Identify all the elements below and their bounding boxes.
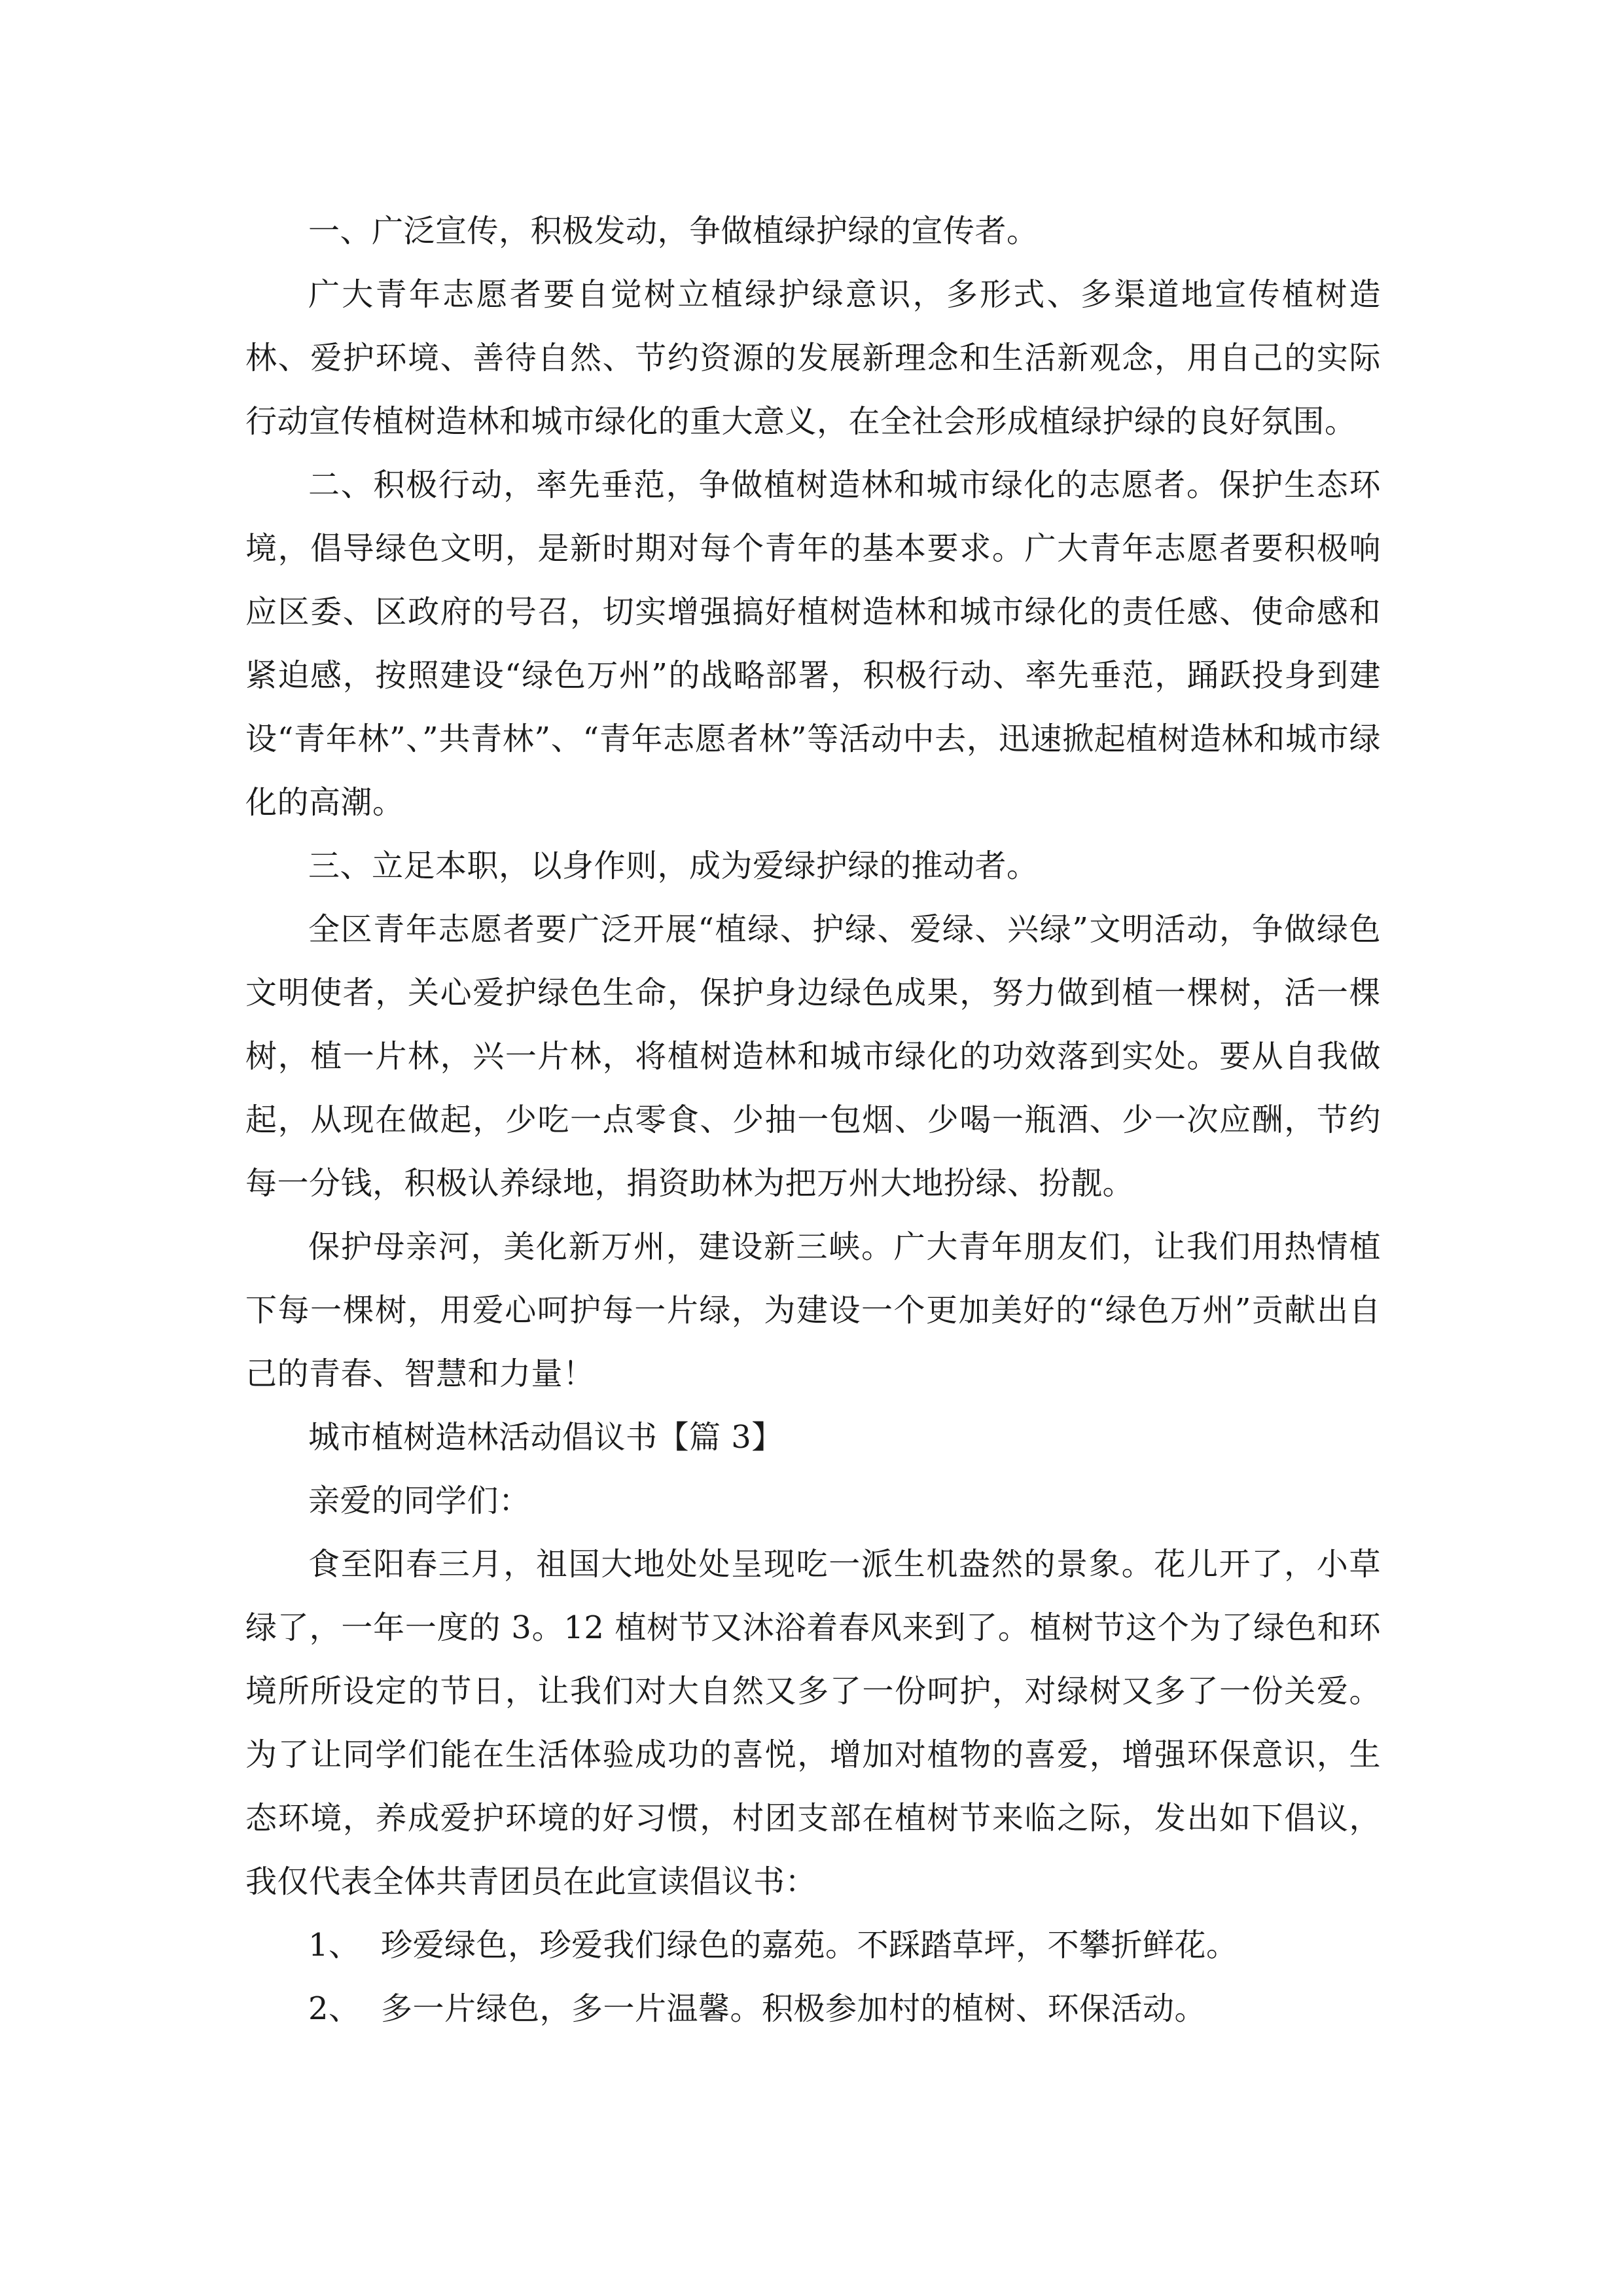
body-paragraph: 食至阳春三月，祖国大地处处呈现吃一派生机盎然的景象。花儿开了，小草绿了，一年一度的 3。12 植树节又沐浴着春风来到了。植树节这个为了绿色和环境所所设定的节日，让我们对大自然又多了一份呵护，对绿树又多了一份关爱。为了让同学们能在生活体验成功的喜悦，增加对植物的喜爱，增强环保意识，生态环境，养成爱护环境的好习惯，村团支部在植树节来临之际，发出如下倡议，我仅代表全体共青团员在此宣读倡议书： xyxy=(245,1546,1381,1900)
salutation: 亲爱的同学们： xyxy=(308,1482,531,1519)
section-heading-2: 二、积极行动，率先垂范，争做植树造林和城市绿化的志愿者。保护生态环境，倡导绿色文明，是新时期对每个青年的基本要求。广大青年志愿者要积极响应区委、区政府的号召，切实增强搞好植树造林和城市绿化的责任感、使命感和紧迫感，按照建设“绿色万州”的战略部署，积极行动、率先垂范，踊跃投身到建设“青年林”、”共青林”、“青年志愿者林”等活动中去，迅速掀起植树造林和城市绿化的高潮。 xyxy=(245,467,1381,821)
list-item: 2、 多一片绿色，多一片温馨。积极参加村的植树、环保活动。 xyxy=(308,1990,1207,2027)
article-title: 城市植树造林活动倡议书【篇 3】 xyxy=(308,1419,783,1456)
section-heading-3: 三、立足本职，以身作则，成为爱绿护绿的推动者。 xyxy=(308,848,1039,884)
list-item: 1、 珍爱绿色，珍爱我们绿色的嘉苑。不踩踏草坪，不攀折鲜花。 xyxy=(308,1927,1238,1964)
document-body xyxy=(245,200,1381,2041)
body-paragraph: 广大青年志愿者要自觉树立植绿护绿意识，多形式、多渠道地宣传植树造林、爱护环境、善待自然、节约资源的发展新理念和生活新观念，用自己的实际行动宣传植树造林和城市绿化的重大意义，在全社会形成植绿护绿的良好氛围。 xyxy=(245,276,1381,440)
body-paragraph: 全区青年志愿者要广泛开展“植绿、护绿、爱绿、兴绿”文明活动，争做绿色文明使者，关心爱护绿色生命，保护身边绿色成果，努力做到植一棵树，活一棵树，植一片林，兴一片林，将植树造林和城市绿化的功效落到实处。要从自我做起，从现在做起，少吃一点零食、少抽一包烟、少喝一瓶酒、少一次应酬，节约每一分钱，积极认养绿地，捐资助林为把万州大地扮绿、扮靓。 xyxy=(245,911,1381,1202)
section-heading-1: 一、广泛宣传，积极发动，争做植绿护绿的宣传者。 xyxy=(308,213,1039,249)
body-paragraph: 保护母亲河，美化新万州，建设新三峡。广大青年朋友们，让我们用热情植下每一棵树，用爱心呵护每一片绿，为建设一个更加美好的“绿色万州”贡献出自己的青春、智慧和力量！ xyxy=(245,1229,1381,1392)
